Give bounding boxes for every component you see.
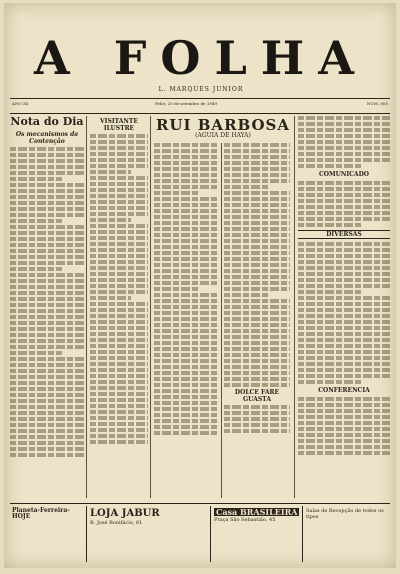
diversas-heading: DIVERSAS [298,230,390,239]
column-divider [294,116,295,498]
masthead [12,33,390,88]
ad-salas-text: Salas de Recepção de todos os tipos [306,508,384,520]
ad-loja-jabur-address: R. José Bonifácio, 61 [90,520,143,526]
body-text [224,143,290,387]
newspaper-logo: A FOLHA [34,31,368,85]
body-text [298,181,390,227]
ad-casa-brasileira-title: Casa BRASILEIRA [216,507,298,517]
conferencia-heading: CONFERENCIA [318,387,370,394]
masthead-subtitle: L. MARQUES JUNIOR [158,86,244,93]
column-divider [221,143,222,498]
ad-salas [304,506,392,562]
column-visitante [90,116,148,498]
visitante-title: VISITANTE ILUSTRE [100,118,138,132]
ads-strip [10,503,390,562]
ad-planeta-text: Planeta-Ferreira-HOJE [12,507,70,520]
issue-date: Pelot, 20 de setembro de 1949 [155,101,217,106]
ad-casa-brasileira [212,506,303,562]
ad-casa-brasileira-address: Praça São Sebastião, 45 [214,517,276,523]
body-text [298,397,390,455]
feature-heading [152,116,294,139]
body-text [90,134,148,444]
column-nota-do-dia [10,116,84,498]
body-text [298,242,390,384]
column-feature-b [224,143,290,498]
column-feature-a [154,143,218,498]
newspaper-page [4,3,396,568]
ad-planeta [10,506,87,562]
column-divider [150,116,151,498]
ad-loja-jabur [88,506,211,562]
issue-number: NUM. 805 [366,101,388,106]
feature-title: RUI BARBOSA [155,116,291,134]
column-right [298,116,390,498]
feature-subtitle: (AGUIA DE HAYA) [195,132,251,139]
column-divider [86,116,87,498]
body-text [10,147,84,457]
nota-title: Nota do Dia [10,116,84,128]
body-text [298,116,390,168]
feature-foot-heading: DOLCE FARE GUASTA [234,389,280,403]
nota-subtitle: Os mecanismos da Contenção [15,131,79,145]
comunicado-heading: COMUNICADO [318,171,370,178]
info-bar [10,98,390,114]
body-text [154,143,218,435]
issue-label: ANO XX [12,101,29,106]
ad-loja-jabur-title: LOJA JABUR [90,508,160,519]
body-text [224,405,290,433]
